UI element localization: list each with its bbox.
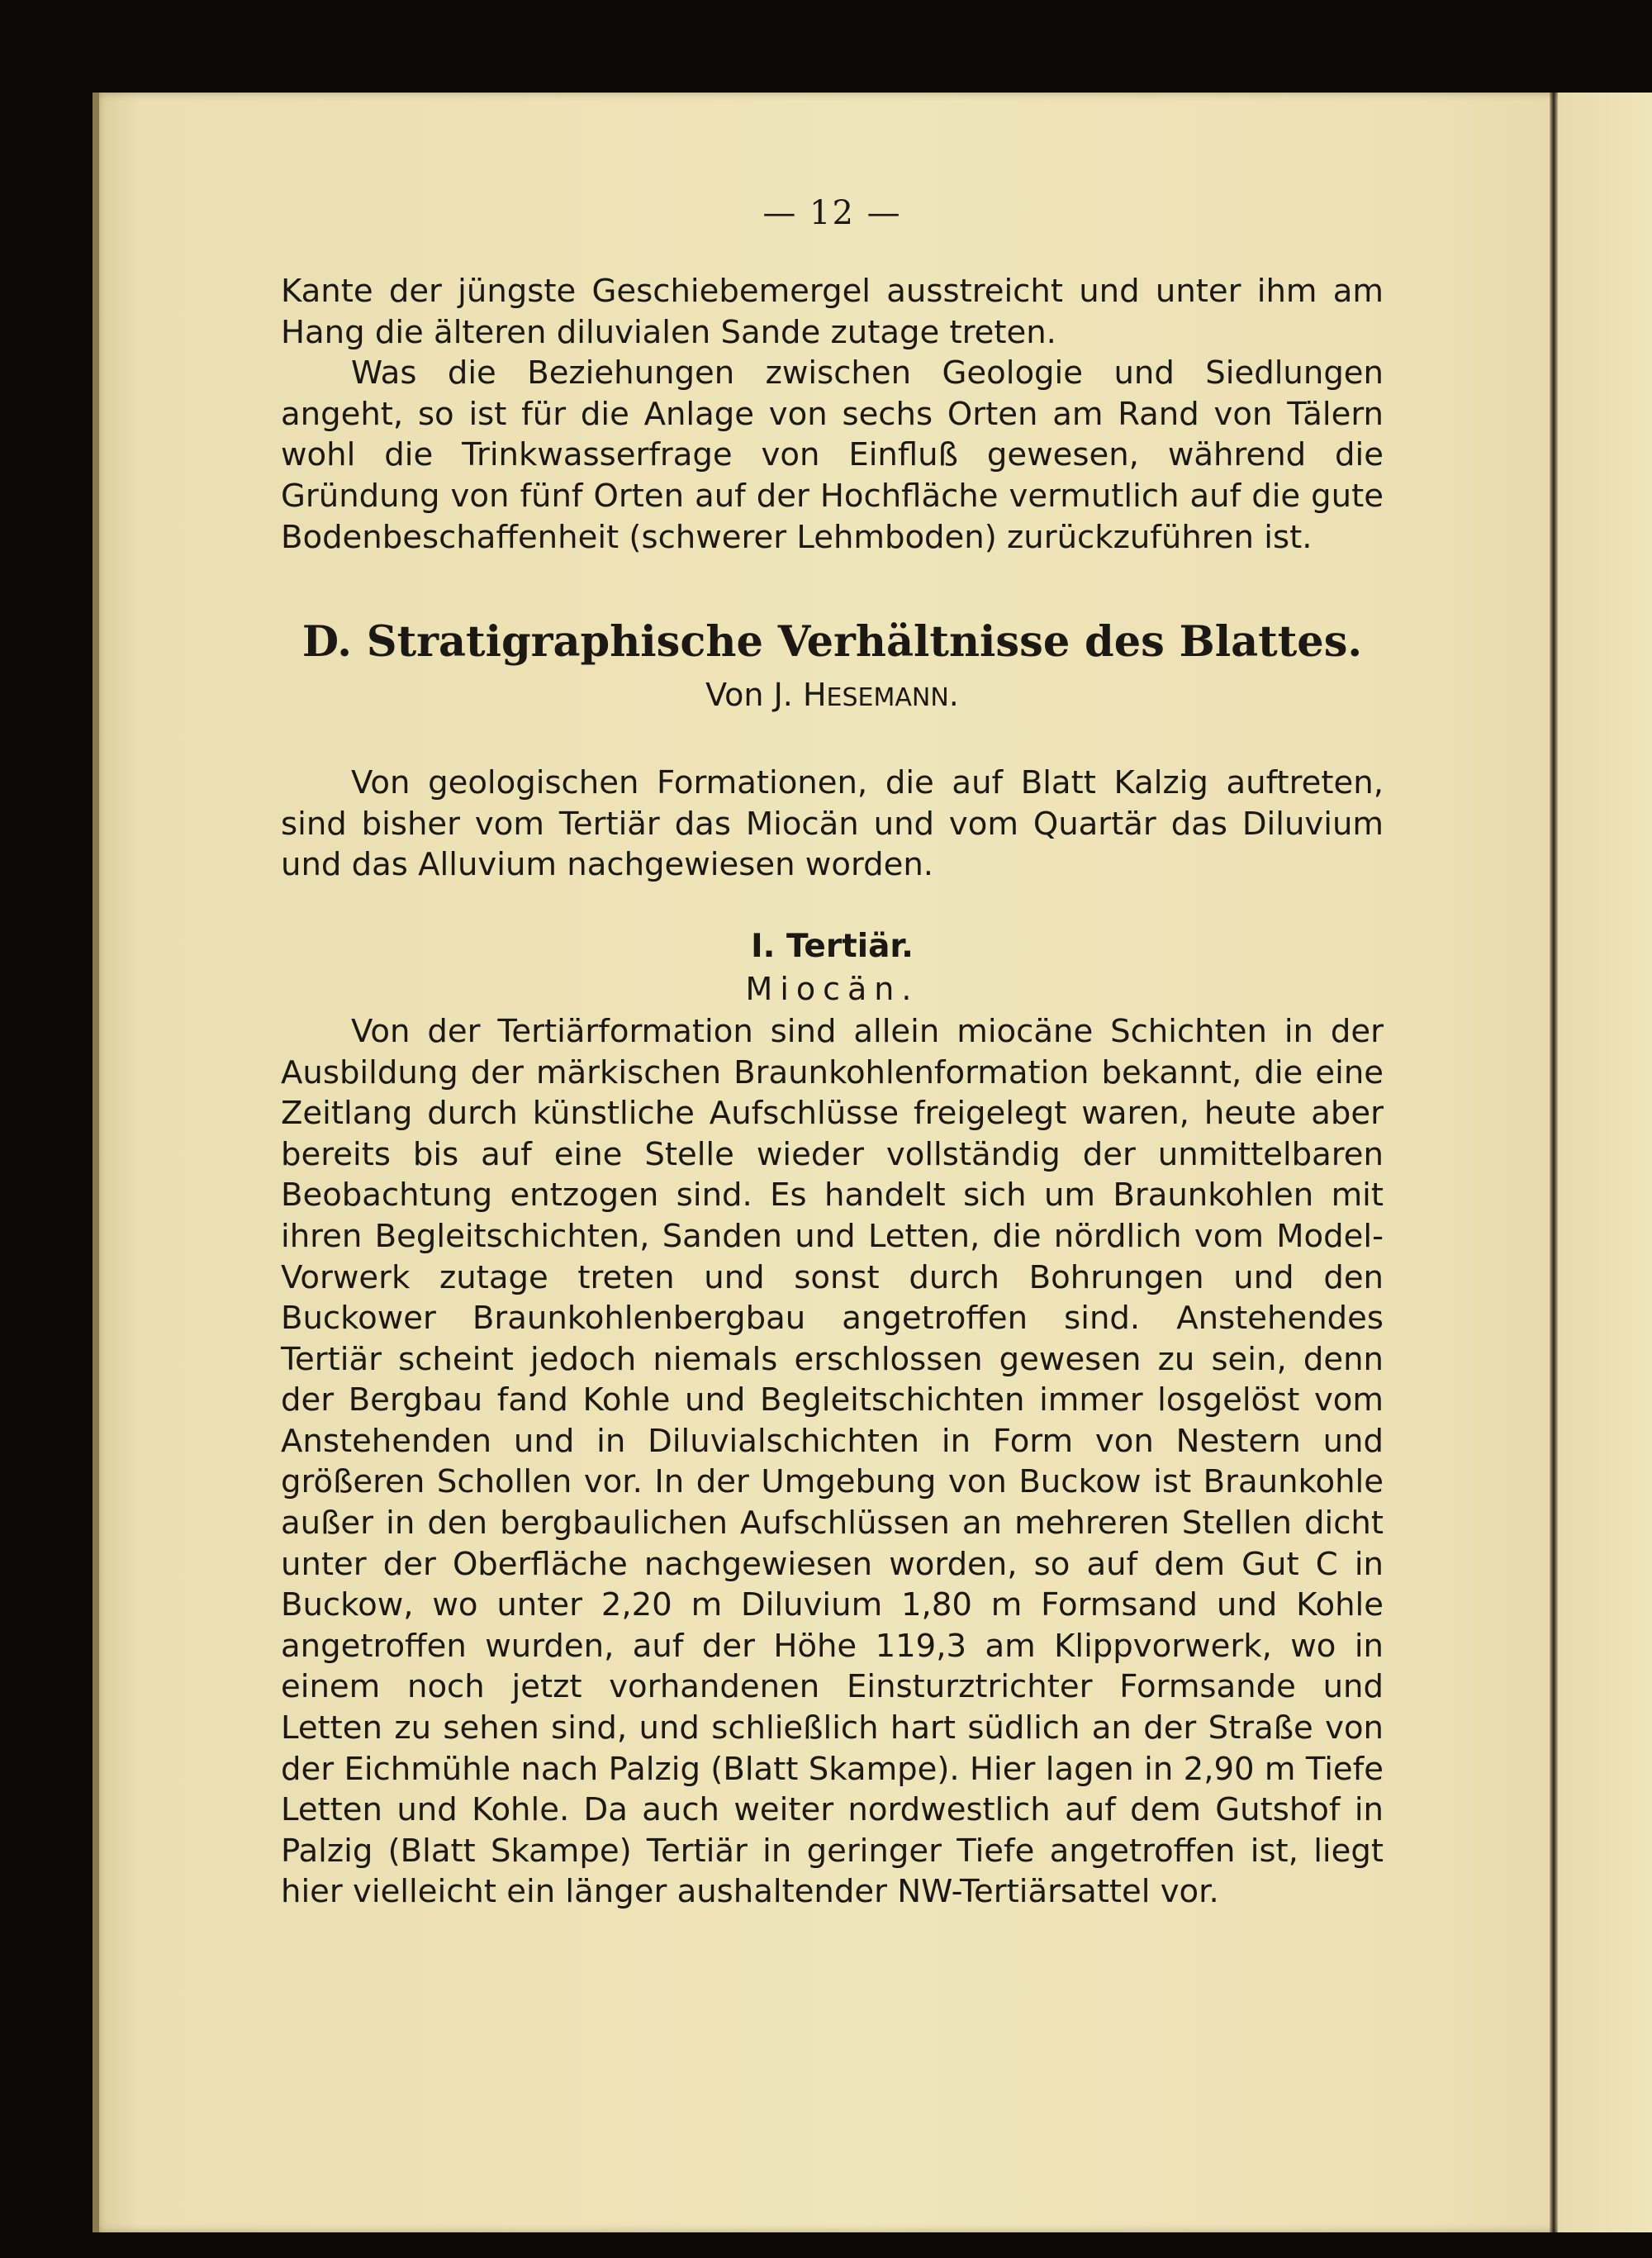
- book-gutter: [1550, 93, 1558, 2232]
- miocene-paragraph: Von der Tertiärformation sind allein miocäne Schichten in der Ausbildung der märkischen Braunkohlenformation bekannt, die eine Zeitlang durch künstliche Aufschlüsse freigelegt waren, heute aber bereits bis auf eine Stelle wieder vollständig der unmittelbaren Beobachtung entzogen sind. Es handelt sich um Braunkohlen mit ihren Begleitschichten, Sanden und Letten, die nördlich vom Model-Vorwerk zutage treten und sonst durch Bohrungen und den Buckower Braunkohlenbergbau angetroffen sind. Anstehendes Tertiär scheint jedoch niemals erschlossen gewesen zu sein, denn der Bergbau fand Kohle und Begleitschichten immer losgelöst vom Anstehenden und in Diluvialschichten in Form von Nestern und größeren Schollen vor. In der Umgebung von Buckow ist Braunkohle außer in den bergbaulichen Aufschlüssen an mehreren Stellen dicht unter der Oberfläche nachgewiesen worden, so auf dem Gut C in Buckow, wo unter 2,20 m Diluvium 1,80 m Formsand und Kohle angetroffen wurden, auf der Höhe 119,3 am Klippvorwerk, wo in einem noch jetzt vorhandenen Einsturztrichter Formsande und Letten zu sehen sind, und schließlich hart südlich an der Straße von der Eichmühle nach Palzig (Blatt Skampe). Hier lagen in 2,90 m Tiefe Letten und Kohle. Da auch weiter nordwestlich auf dem Gutshof in Palzig (Blatt Skampe) Tertiär in geringer Tiefe angetroffen ist, liegt hier vielleicht ein länger aushaltender NW-Tertiärsattel vor.: [281, 1012, 1384, 1911]
- adjacent-page-edge: [1558, 93, 1652, 2232]
- section-heading: D. Stratigraphische Verhältnisse des Blattes.: [301, 617, 1363, 668]
- page-edge: [93, 93, 99, 2232]
- formations-paragraph: Von geologischen Formationen, die auf Blatt Kalzig auftreten, sind bisher vom Tertiär das Miocän und vom Quartär das Diluvium und das Alluvium nachgewiesen worden.: [281, 764, 1384, 884]
- author-prefix: Von J. H: [705, 677, 827, 714]
- section-author: [281, 675, 1384, 718]
- page-number: — 12 —: [762, 194, 902, 232]
- subsection-heading: I. Tertiär.: [751, 927, 914, 965]
- subsection-subheading: Miocän.: [745, 970, 919, 1007]
- author-smallcaps: ESEMANN: [826, 683, 949, 713]
- intro-paragraph: Kante der jüngste Geschiebemergel ausstreicht und unter ihm am Hang die älteren diluvialen Sande zutage treten.: [281, 273, 1384, 351]
- settlements-paragraph: Was die Beziehungen zwischen Geologie und Siedlungen angeht, so ist für die Anlage von sechs Orten am Rand von Tälern wohl die Trinkwasserfrage von Einfluß gewesen, während die Gründung von fünf Orten auf der Hochfläche vermutlich auf die gute Bodenbeschaffenheit (schwerer Lehmboden) zurückzuführen ist.: [281, 354, 1384, 556]
- page-text-block: [281, 165, 1384, 1913]
- author-suffix: .: [948, 677, 959, 714]
